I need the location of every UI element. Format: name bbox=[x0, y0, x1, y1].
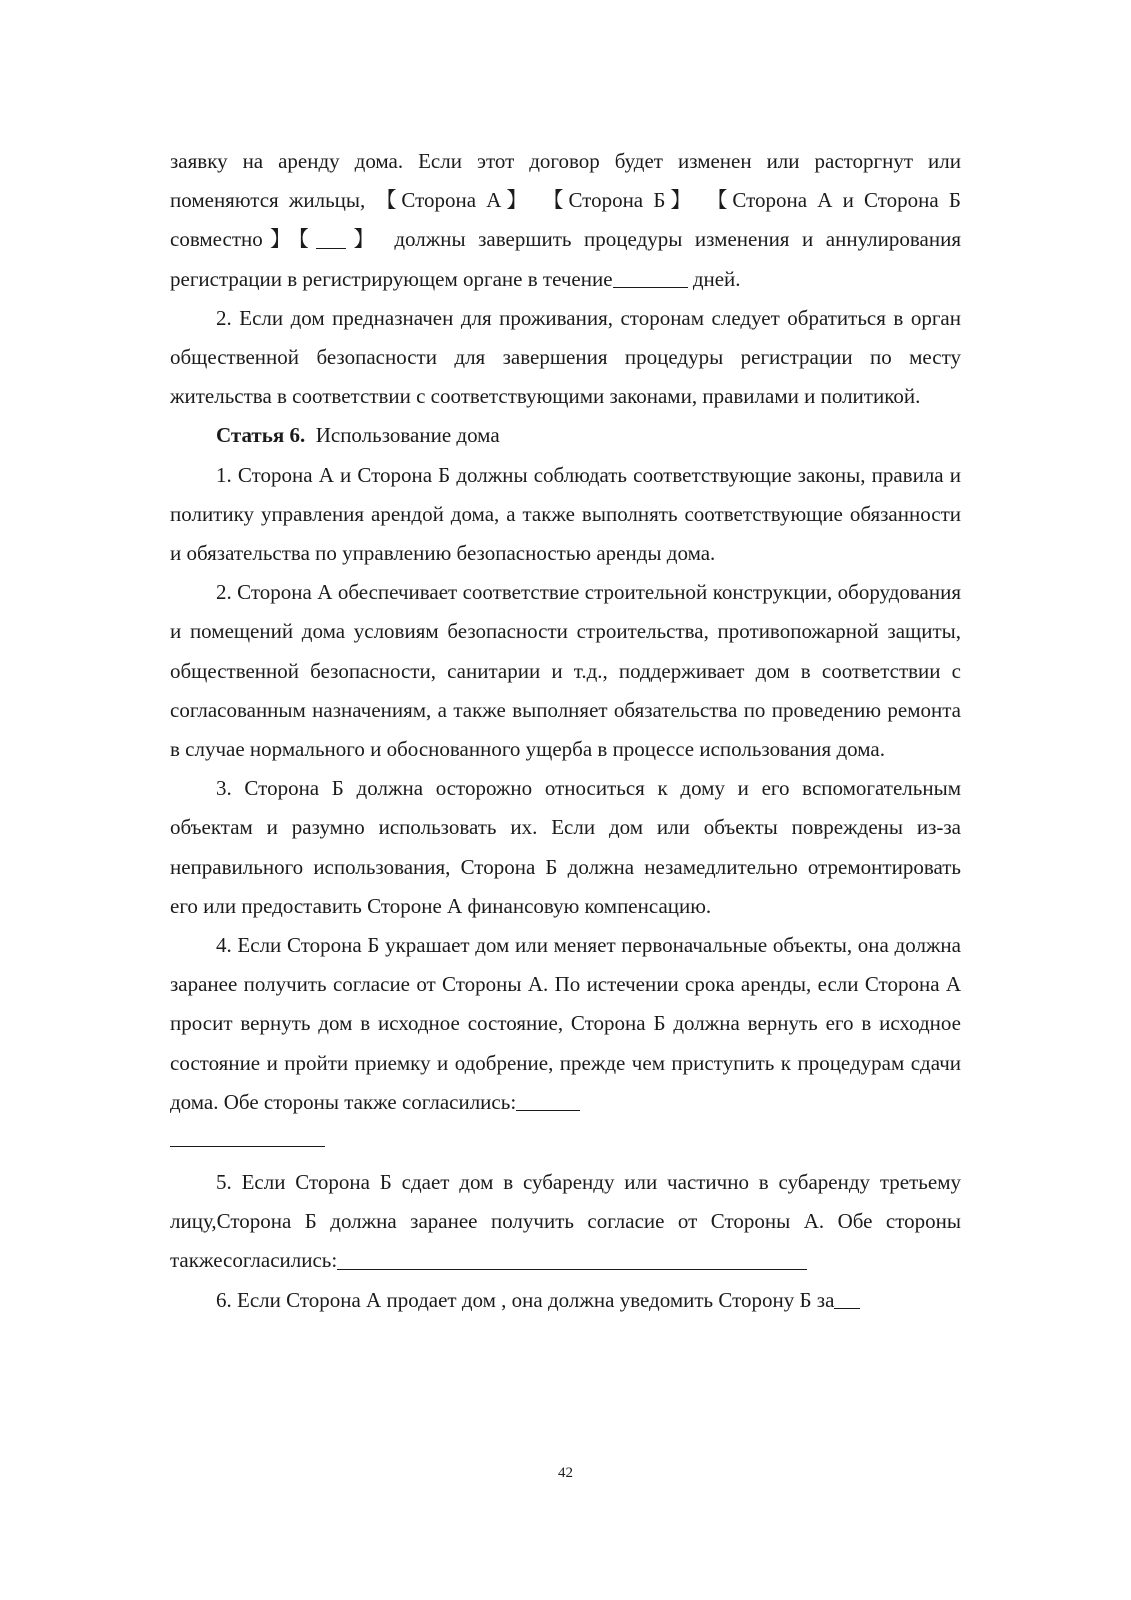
article-number: Статья 6. bbox=[216, 423, 306, 448]
clause-4-text: 4. Если Сторона Б украшает дом или меняет первоначальные объекты, она должна заранее получить согласие от Стороны А. По истечении срока аренды, если Сторона А просит вернуть дом в исходное состояние, Сторона Б должна вернуть его в исходное состояние и пройти приемку и одобрение, прежде чем приступить к процедурам сдачи дома. Обе стороны также согласились: bbox=[170, 933, 961, 1114]
notice-period-blank[interactable] bbox=[834, 1286, 860, 1309]
clause-5 bbox=[170, 1163, 961, 1281]
article-title: Использование дома bbox=[315, 423, 500, 448]
text-line: заявку на аренду дома. Если этот договор будет изменен или расторгнут или bbox=[170, 149, 961, 173]
clause-3: 3. Сторона Б должна осторожно относиться к дому и его вспомогательным объектам и разумно использовать их. Если дом или объекты повреждены из-за неправильного использования, Сторона Б должна незамедлительно отремонтировать его или предоставить Стороне А финансовую компенсацию. bbox=[170, 776, 961, 918]
agreement-blank[interactable] bbox=[516, 1088, 580, 1111]
clause-2: 2. Сторона А обеспечивает соответствие строительной конструкции, оборудования и помещений дома условиям безопасности строительства, противопожарной защиты, общественной безопасности, санитарии и т.д., поддерживает дом в соответствии с согласованным назначениям, а также выполняет обязательства по проведению ремонта в случае нормального и обоснованного ущерба в процессе использования дома. bbox=[170, 580, 961, 762]
page-number: 42 bbox=[558, 1465, 573, 1481]
clause-4 bbox=[170, 926, 961, 1122]
text-line bbox=[170, 220, 961, 259]
days-blank[interactable] bbox=[613, 265, 688, 288]
sublease-agreement-blank[interactable] bbox=[337, 1247, 807, 1270]
article-heading bbox=[170, 416, 961, 455]
clause-5-text: 5. Если Сторона Б сдает дом в субаренду или частично в субаренду третьему лицу,Сторона Б должна заранее получить согласие от Стороны А. Обе стороны такжесогласились: bbox=[170, 1170, 961, 1273]
clause-1: 1. Сторона А и Сторона Б должны соблюдать соответствующие законы, правила и политику управления арендой дома, а также выполнять соответствующие обязанности и обязательства по управлению безопасностью аренды дома. bbox=[170, 462, 961, 566]
text-line bbox=[170, 260, 961, 299]
body-text bbox=[170, 142, 961, 1320]
fill-in-blank[interactable] bbox=[316, 226, 346, 249]
text-fragment: регистрации в регистрирующем органе в течение bbox=[170, 266, 613, 291]
paragraph-registration-continued bbox=[170, 142, 961, 299]
paragraph-residence-registration: 2. Если дом предназначен для проживания, сторонам следует обратиться в орган общественной безопасности для завершения процедуры регистрации по месту жительства в соответствии с соответствующими законами, правилами и политикой. bbox=[170, 305, 961, 409]
agreement-blank-continuation[interactable] bbox=[170, 1122, 325, 1147]
clause-6-text: 6. Если Сторона А продает дом , она должна уведомить Сторону Б за bbox=[216, 1287, 835, 1312]
text-fragment: совместно】【 bbox=[170, 227, 317, 252]
text-line: поменяются жильцы, 【Сторона А】 【Сторона Б】 【Сторона А и Сторона Б bbox=[170, 188, 961, 213]
text-fragment: дней. bbox=[687, 266, 741, 291]
text-fragment: 】 должны завершить процедуры изменения и аннулирования bbox=[346, 227, 961, 252]
clause-6 bbox=[170, 1281, 961, 1320]
